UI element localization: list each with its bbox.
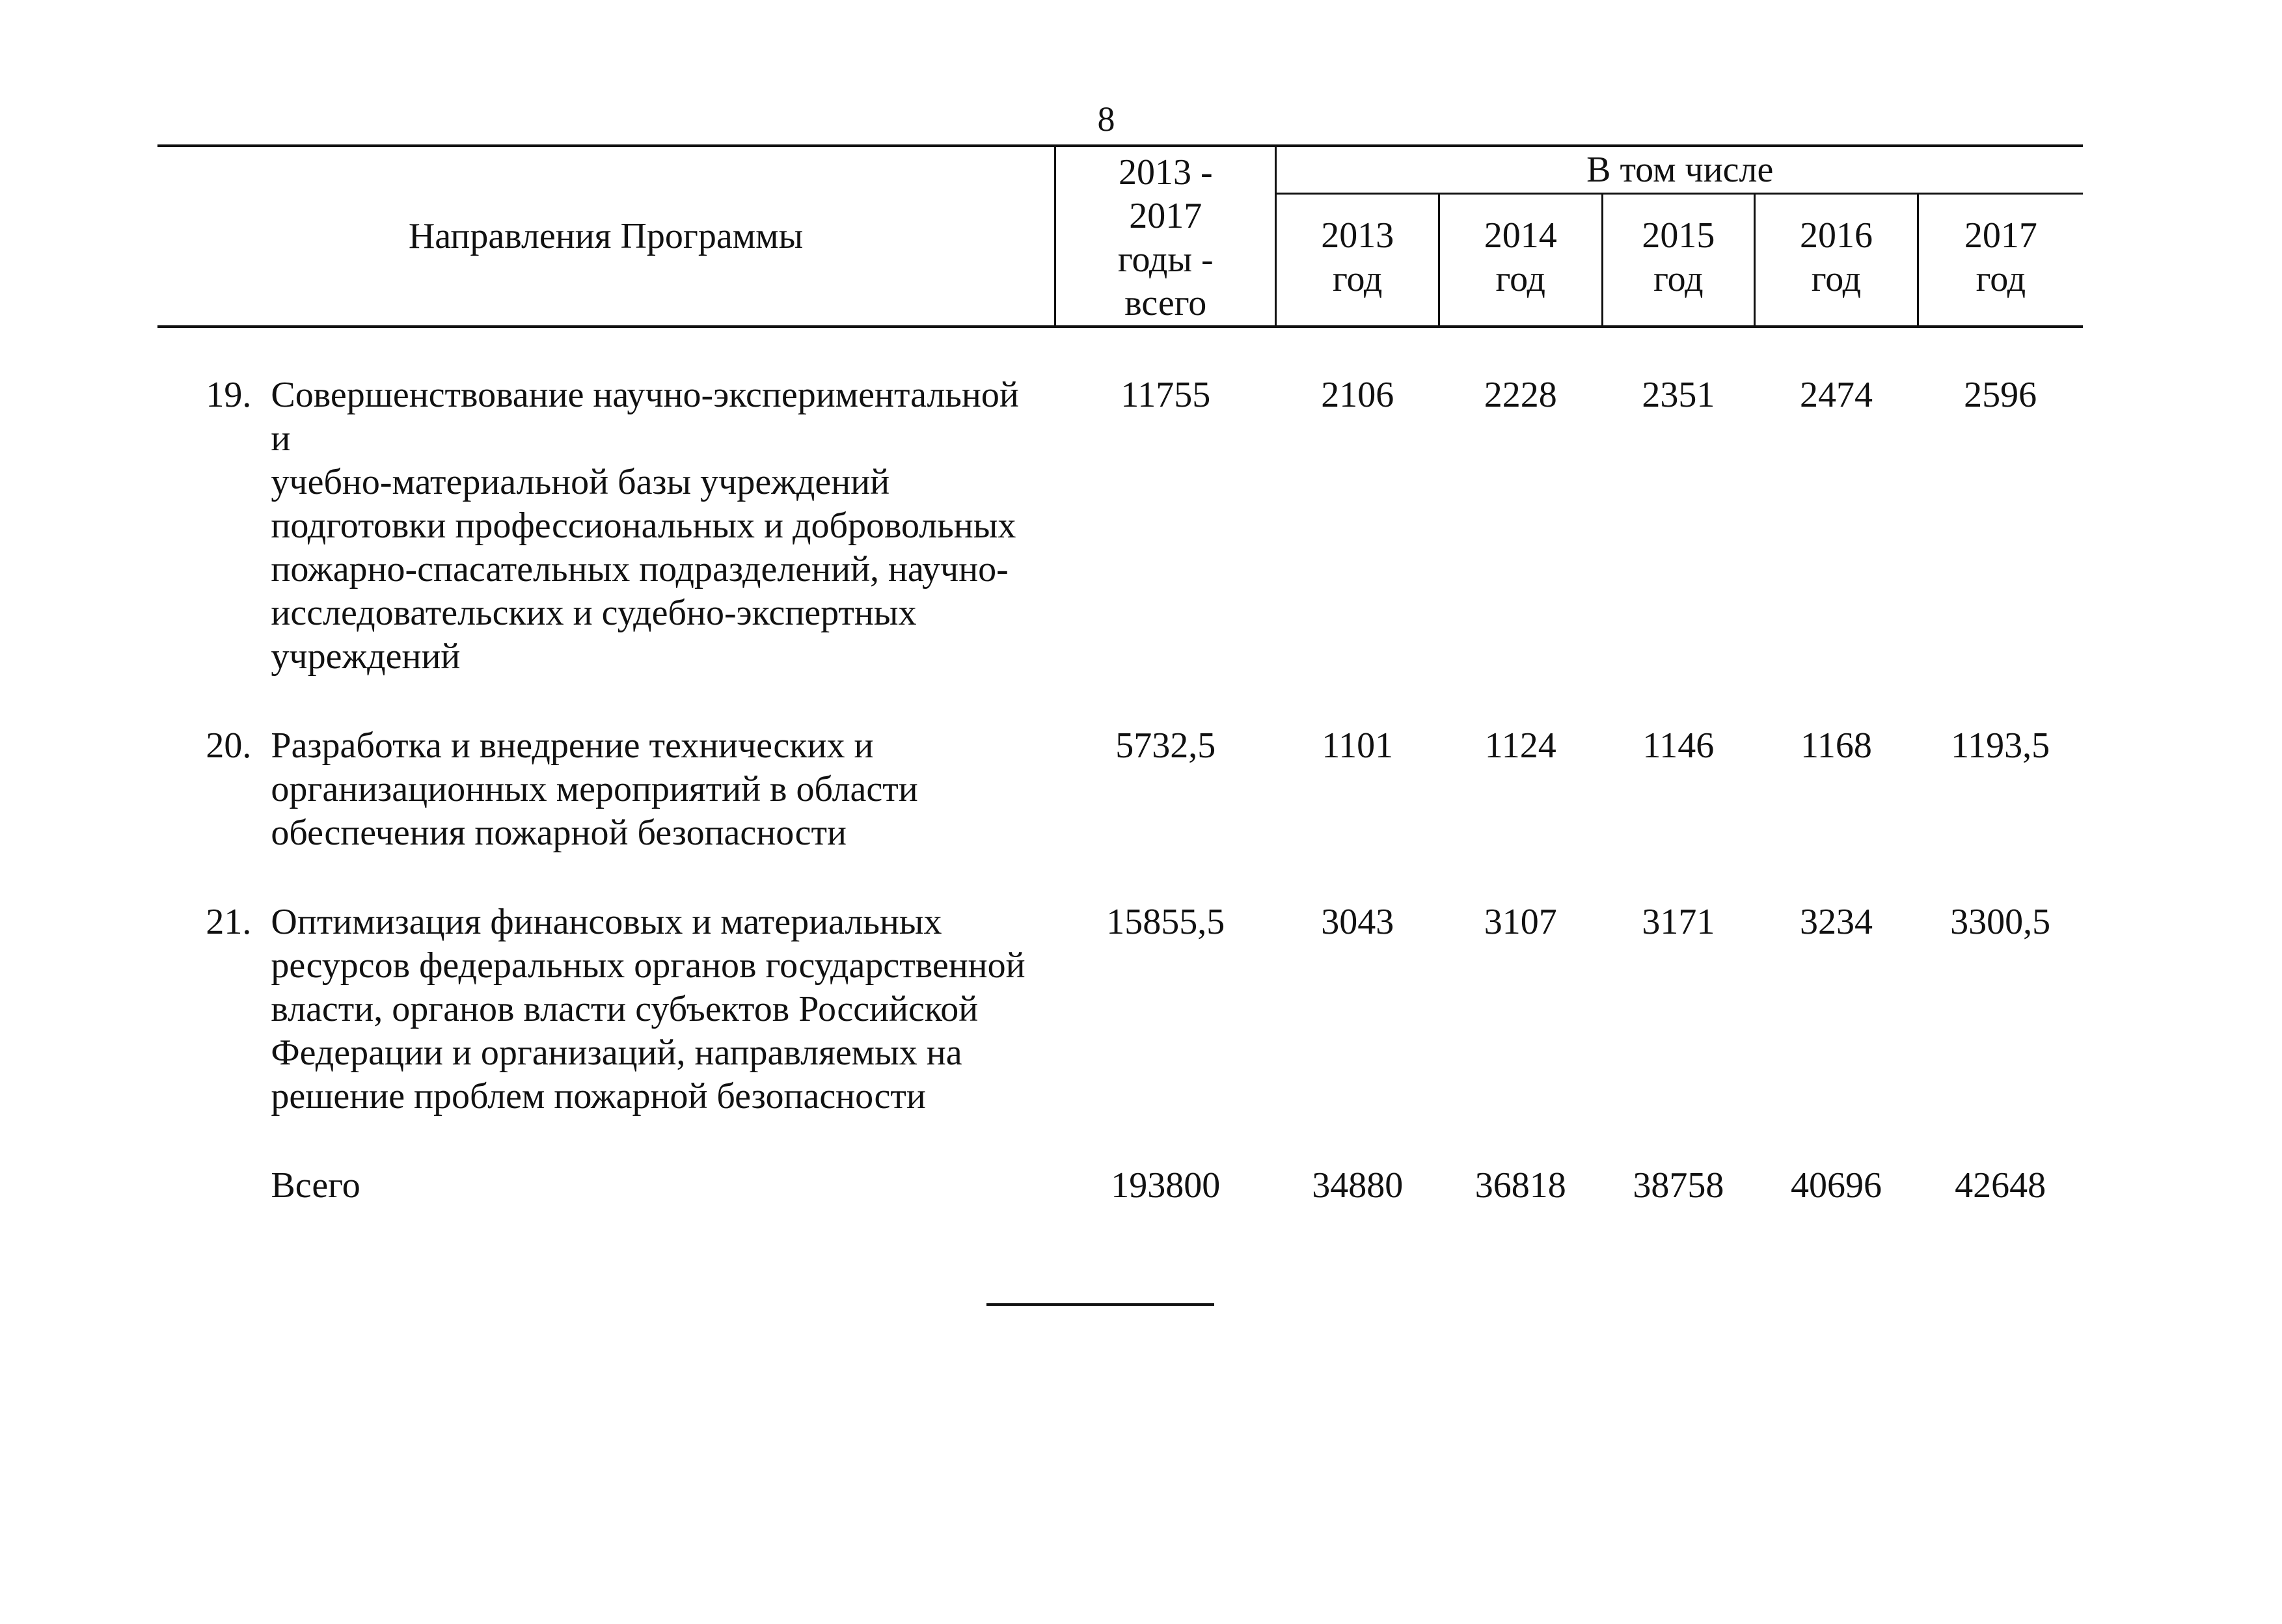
description-line: Разработка и внедрение технических и (271, 725, 874, 766)
row-value-2017: 1193,5 (1951, 725, 2050, 766)
header-year-2016 (1755, 194, 1918, 327)
table-row (157, 724, 2083, 855)
header-year-unit: год (1976, 258, 2026, 299)
row-index: 20. (206, 725, 252, 766)
row-value-2016: 1168 (1800, 725, 1872, 766)
row-value-2013: 1101 (1322, 725, 1394, 766)
header-total-line: годы - (1117, 239, 1214, 280)
row-value-2013: 3043 (1321, 902, 1394, 942)
gap-row (157, 679, 2083, 724)
description-line: обеспечения пожарной безопасности (271, 813, 847, 853)
table-row (157, 373, 2083, 679)
table-row (157, 900, 2083, 1118)
header-year-2017 (1918, 194, 2083, 327)
header-year-label: 2016 (1799, 215, 1873, 256)
header-total-line: всего (1124, 283, 1207, 323)
total-row (157, 1164, 2083, 1208)
row-value-2015: 1146 (1642, 725, 1715, 766)
header-year-2014 (1439, 194, 1602, 327)
grand-total: 193800 (1111, 1165, 1221, 1206)
description-line: учреждений (271, 636, 461, 677)
total-value-2015: 38758 (1633, 1165, 1724, 1206)
row-value-2015: 3171 (1642, 902, 1715, 942)
total-value-2017: 42648 (1955, 1165, 2046, 1206)
row-description (271, 724, 1055, 855)
header-year-unit: год (1811, 258, 1862, 299)
row-index: 19. (206, 375, 252, 415)
description-line: власти, органов власти субъектов Российской (271, 989, 979, 1029)
gap-row (157, 1118, 2083, 1164)
row-total: 5732,5 (1115, 725, 1216, 766)
header-total-line: 2017 (1129, 196, 1202, 236)
header-year-2015 (1602, 194, 1755, 327)
page-number: 8 (1097, 100, 1115, 139)
row-total: 11755 (1121, 375, 1211, 415)
header-year-label: 2015 (1642, 215, 1715, 256)
row-value-2013: 2106 (1321, 375, 1394, 415)
description-line: Совершенствование научно-экспериментальной и (271, 375, 1019, 459)
description-line: учебно-материальной базы учреждений (271, 462, 890, 502)
header-group: В том числе (1276, 146, 2083, 194)
header-year-label: 2017 (1964, 215, 2037, 256)
total-value-2014: 36818 (1474, 1165, 1566, 1206)
description-line: подготовки профессиональных и добровольных (271, 506, 1016, 546)
row-value-2017: 3300,5 (1950, 902, 2051, 942)
header-directions: Направления Программы (157, 146, 1055, 327)
header-year-unit: год (1495, 258, 1545, 299)
description-line: пожарно-спасательных подразделений, научно- (271, 549, 1009, 589)
description-line: Федерации и организаций, направляемых на (271, 1033, 962, 1073)
description-line: ресурсов федеральных органов государственной (271, 945, 1026, 986)
total-index-empty (157, 1164, 271, 1208)
row-total: 15855,5 (1106, 902, 1225, 942)
header-year-label: 2014 (1484, 215, 1557, 256)
row-description (271, 900, 1055, 1118)
spacer-row (157, 327, 2083, 373)
total-value-2016: 40696 (1790, 1165, 1882, 1206)
header-year-2013 (1276, 194, 1439, 327)
row-description (271, 373, 1055, 679)
description-line: Оптимизация финансовых и материальных (271, 902, 942, 942)
description-line: организационных мероприятий в области (271, 769, 918, 809)
header-total-line: 2013 - (1118, 152, 1213, 193)
header-total (1055, 146, 1276, 327)
row-value-2015: 2351 (1642, 375, 1715, 415)
header-year-label: 2013 (1321, 215, 1394, 256)
description-line: решение проблем пожарной безопасности (271, 1076, 926, 1116)
row-value-2017: 2596 (1964, 375, 2037, 415)
header-year-unit: год (1653, 258, 1704, 299)
row-value-2016: 3234 (1799, 902, 1873, 942)
header-year-unit: год (1332, 258, 1383, 299)
row-value-2014: 3107 (1484, 902, 1557, 942)
total-value-2013: 34880 (1312, 1165, 1404, 1206)
total-label: Всего (271, 1165, 360, 1206)
row-value-2016: 2474 (1799, 375, 1873, 415)
row-value-2014: 1124 (1484, 725, 1556, 766)
gap-row (157, 855, 2083, 900)
description-line: исследовательских и судебно-экспертных (271, 593, 917, 633)
budget-table (157, 144, 2083, 1208)
row-index: 21. (206, 902, 252, 942)
row-value-2014: 2228 (1484, 375, 1557, 415)
end-of-document-rule (986, 1303, 1214, 1306)
